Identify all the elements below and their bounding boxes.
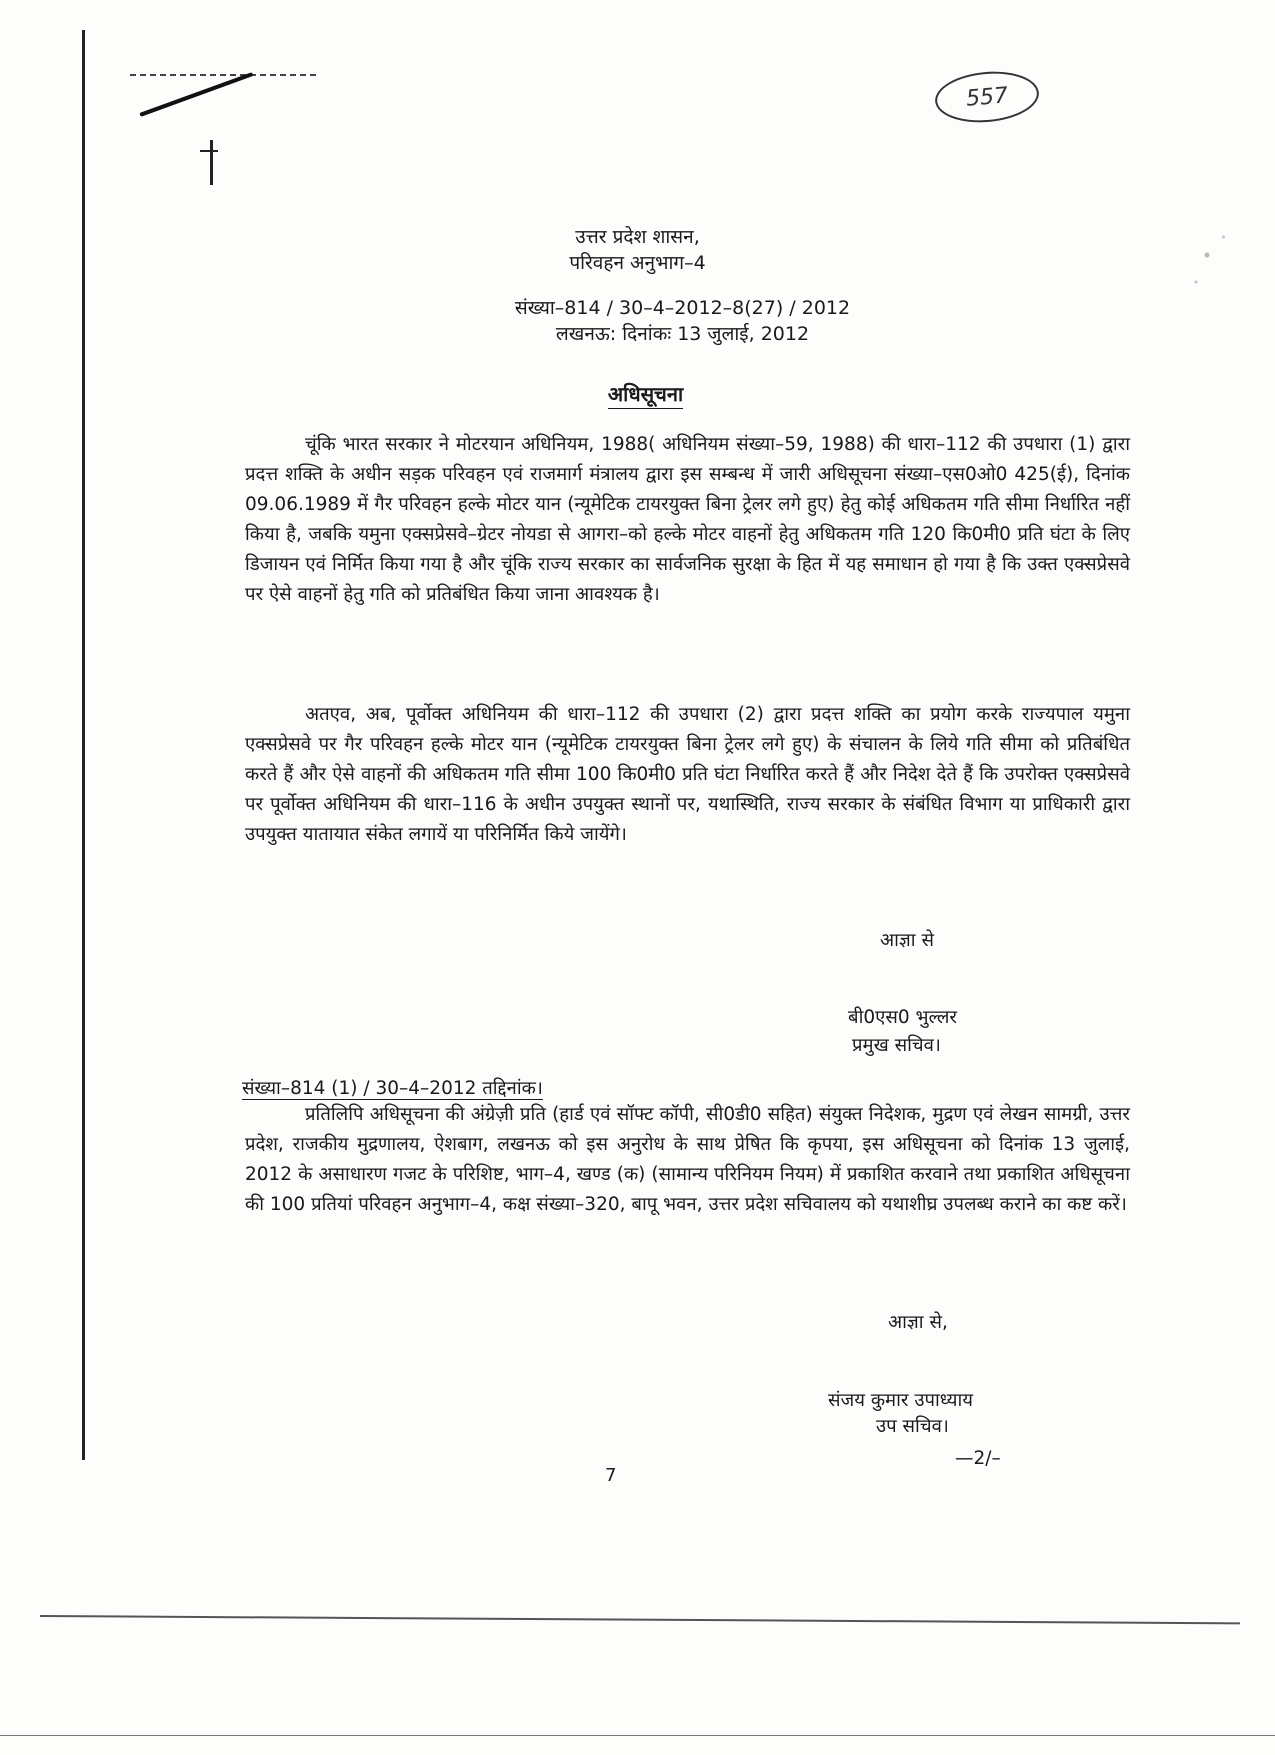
body-paragraph-1: चूंकि भारत सरकार ने मोटरयान अधिनियम, 1988( अधिनियम संख्या–59, 1988) की धारा–112 की उपधारा (1) द्वारा प्रदत्त शक्ति के अधीन सड़क परिवहन एवं राजमार्ग मंत्रालय द्वारा इस सम्बन्ध में जारी अधिसूचना संख्या–एस0ओ0 425(ई), दिनांक 09.06.1989 में गैर परिवहन हल्के मोटर यान (न्यूमेटिक टायरयुक्त बिना ट्रेलर लगे हुए) हेतु कोई अधिकतम गति सीमा निर्धारित नहीं किया है, जबकि यमुना एक्सप्रेसवे–ग्रेटर नोयडा से आगरा–को हल्के मोटर वाहनों हेतु अधिकतम गति 120 कि0मी0 प्रति घंटा के लिए डिजायन एवं निर्मित किया गया है और चूंकि राज्य सरकार का सार्वजनिक सुरक्षा के हित में यह समाधान हो गया है कि उक्त एक्सप्रेसवे पर ऐसे वाहनों हेतु गति को प्रतिबंधित किया जाना आवश्यक है।: [245, 434, 1130, 605]
signatory-2-name: संजय कुमार उपाध्याय: [828, 1390, 973, 1411]
pen-tick-cross-mark: [200, 150, 218, 152]
pen-stroke-mark: [139, 72, 253, 117]
place-and-date: लखनऊ: दिनांकः 13 जुलाई, 2012: [555, 323, 810, 345]
by-order-text-2: आज्ञा से,: [888, 1312, 948, 1333]
page-mark: 7: [605, 1465, 617, 1486]
copy-reference: संख्या–814 (1) / 30–4–2012 तद्दिनांक।: [242, 1078, 543, 1099]
body-paragraph-2: अतएव, अब, पूर्वोक्त अधिनियम की धारा–112 की उपधारा (2) द्वारा प्रदत्त शक्ति का प्रयोग करके राज्यपाल यमुना एक्सप्रेसवे पर गैर परिवहन हल्के मोटर यान (न्यूमेटिक टायरयुक्त बिना ट्रेलर लगे हुए) के संचालन के लिये गति सीमा को प्रतिबंधित करते हैं और ऐसे वाहनों की अधिकतम गति सीमा 100 कि0मी0 प्रति घंटा निर्धारित करते हैं और निदेश देते हैं कि उपरोक्त एक्सप्रेसवे पर पूर्वोक्त अधिनियम की धारा–116 के अधीन उपयुक्त स्थानों पर, यथास्थिति, राज्य सरकार के संबंधित विभाग या प्राधिकारी द्वारा उपयुक्त यातायात संकेत लगायें या परिनिर्मित किये जायेंगे।: [245, 704, 1130, 845]
government-name: उत्तर प्रदेश शासन,: [575, 226, 700, 248]
scan-bottom-line: [40, 1615, 1240, 1624]
signatory-1-name: बी0एस0 भुल्लर: [848, 1007, 957, 1028]
pen-tick-mark: [210, 140, 213, 185]
notification-title: अधिसूचना: [8, 380, 1275, 407]
signatory-2-designation: उप सचिव।: [876, 1416, 949, 1437]
continuation-mark: —2/–: [955, 1448, 1001, 1469]
signatory-1-designation: प्रमुख सचिव।: [852, 1035, 941, 1056]
scan-dash-mark: [130, 74, 320, 76]
reference-number: संख्या–814 / 30–4–2012–8(27) / 2012: [514, 297, 851, 319]
body-paragraph-3: प्रतिलिपि अधिसूचना की अंग्रेज़ी प्रति (हार्ड एवं सॉफ्ट कॉपी, सी0डी0 सहित) संयुक्त निदेशक, मुद्रण एवं लेखन सामग्री, उत्तर प्रदेश, राजकीय मुद्रणालय, ऐशबाग, लखनऊ को इस अनुरोध के साथ प्रेषित कि कृपया, इस अधिसूचना को दिनांक 13 जुलाई, 2012 के असाधारण गजट के परिशिष्ट, भाग–4, खण्ड (क) (सामान्य परिनियम नियम) में प्रकाशित करवाने तथा प्रकाशित अधिसूचना की 100 प्रतियां परिवहन अनुभाग–4, कक्ष संख्या–320, बापू भवन, उत्तर प्रदेश सचिवालय को यथाशीघ्र उपलब्ध कराने का कष्ट करें।: [245, 1104, 1130, 1215]
department-name: परिवहन अनुभाग–4: [569, 252, 706, 274]
by-order-text: आज्ञा से: [880, 930, 934, 951]
scan-bottom-edge: [0, 1735, 1275, 1736]
page-number-stamp: 557: [933, 68, 1041, 127]
